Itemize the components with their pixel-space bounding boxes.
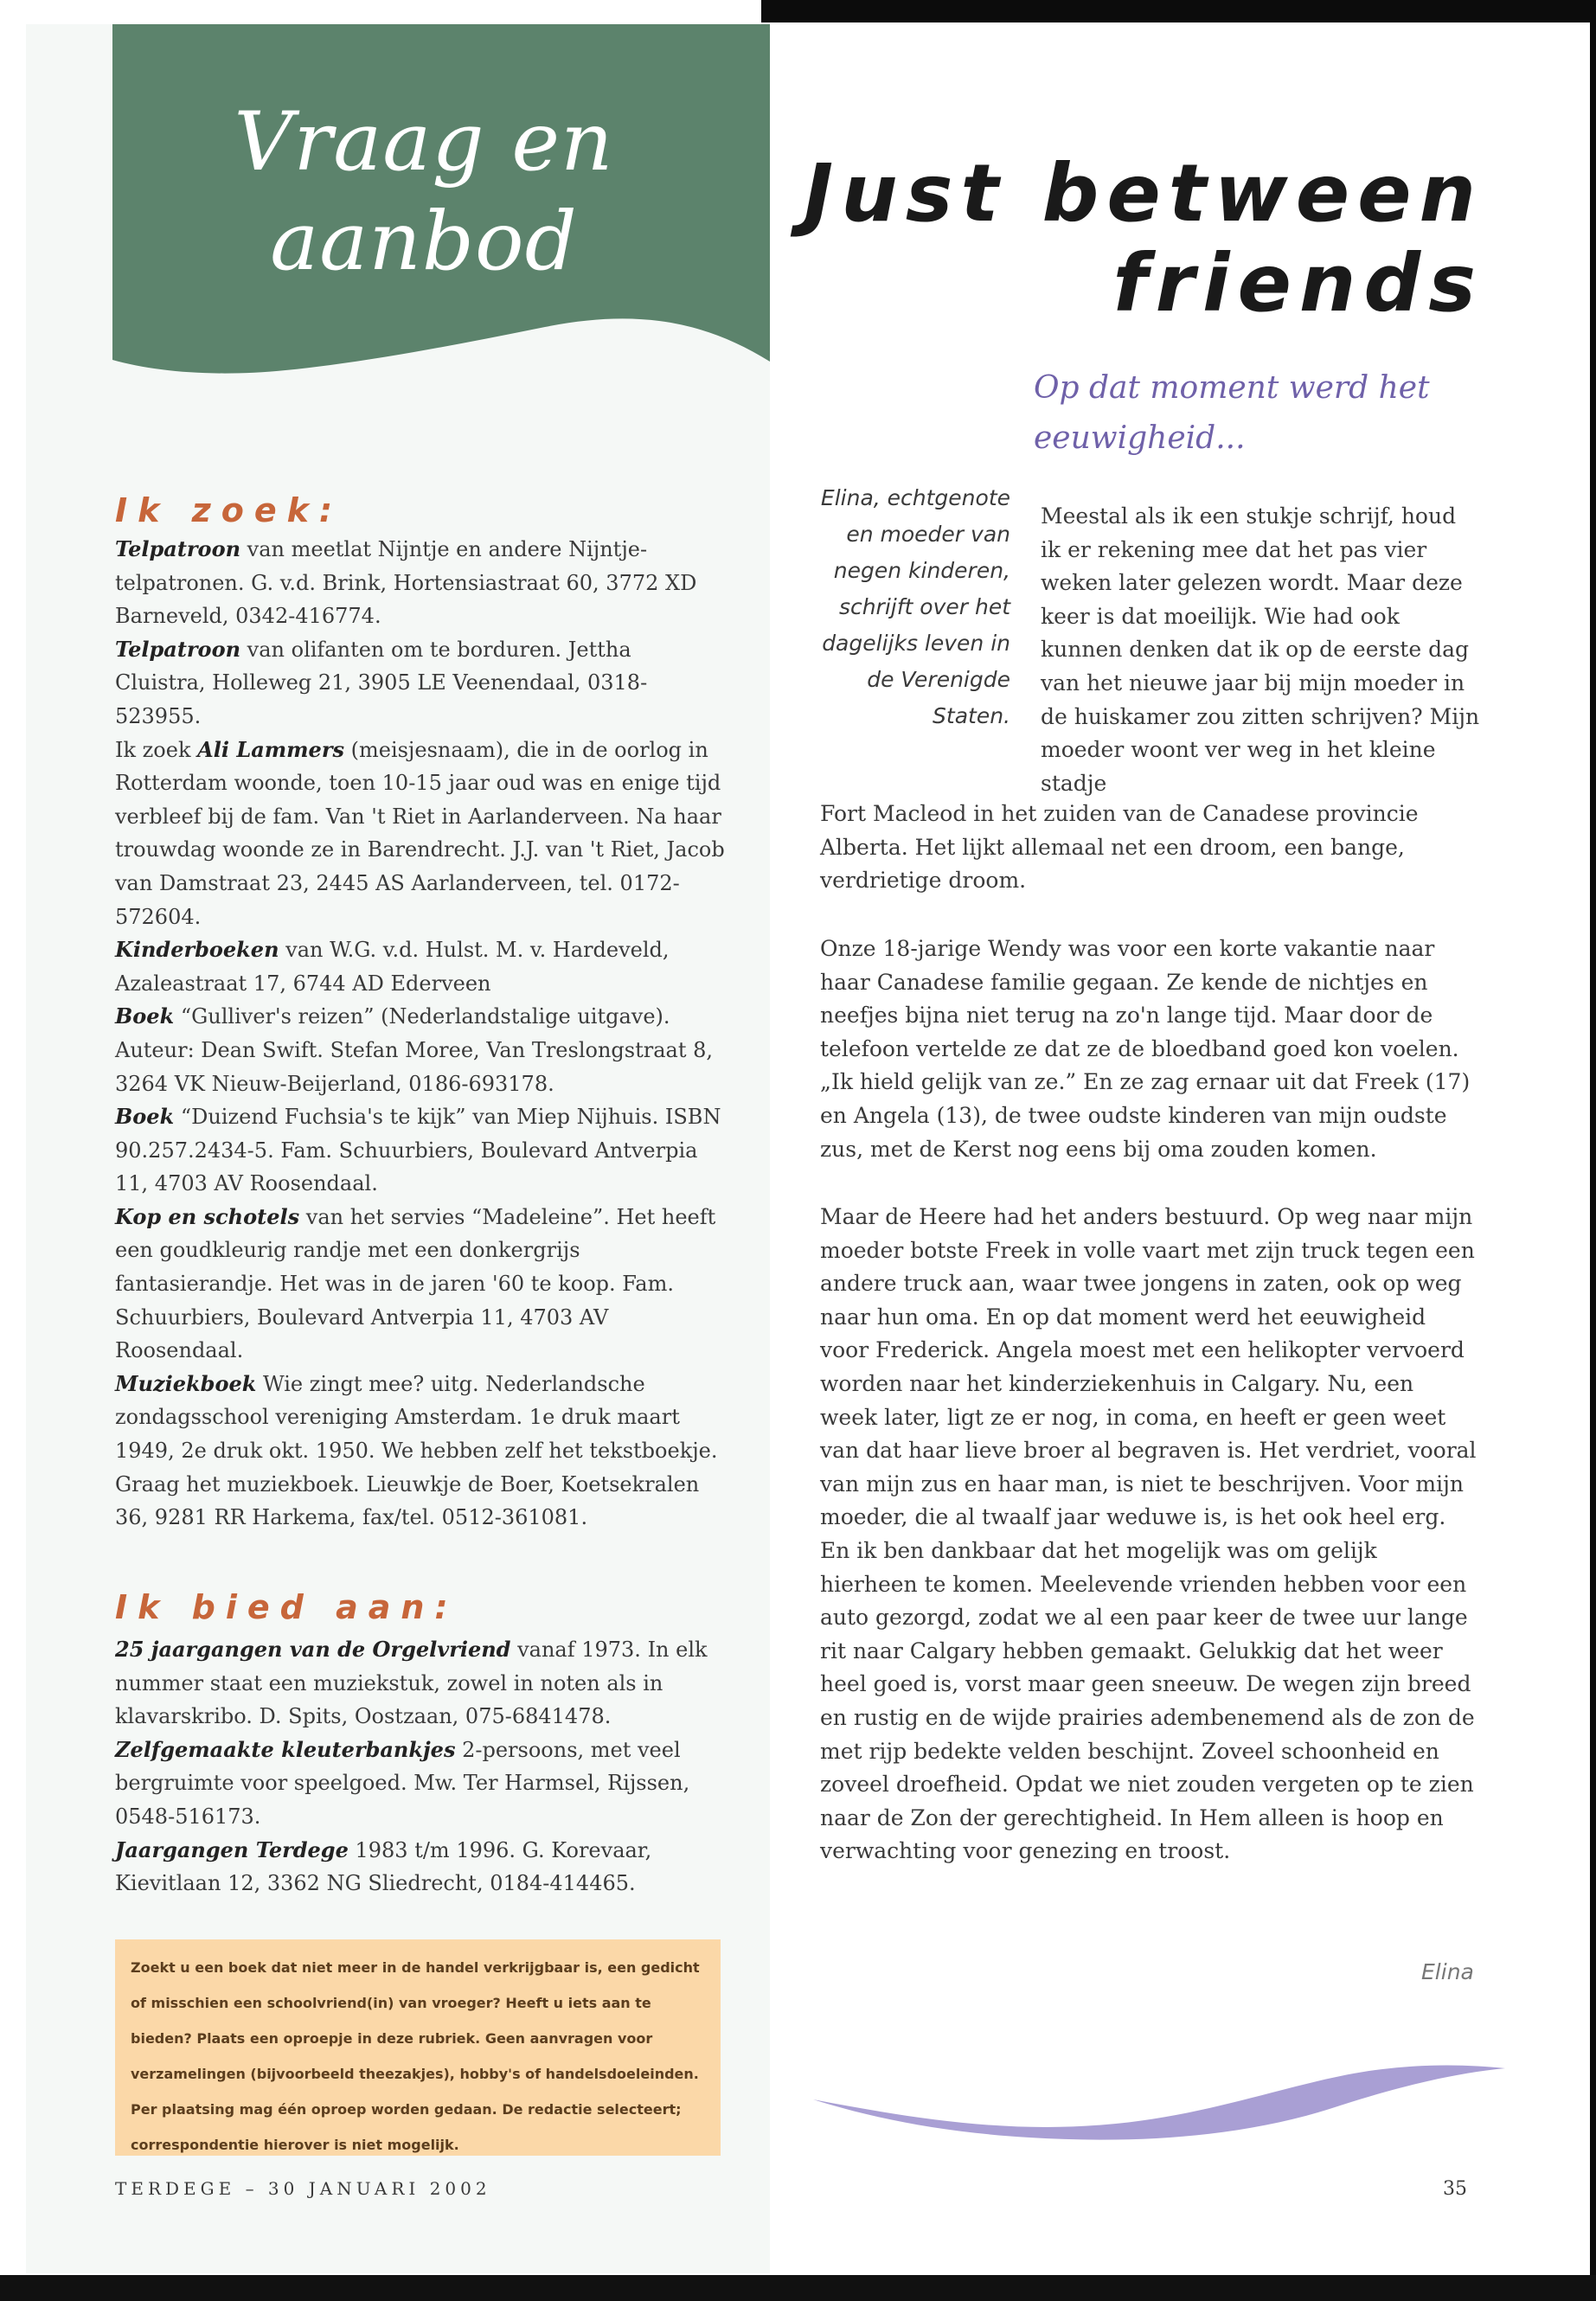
banner-title-line1: Vraag en xyxy=(234,95,614,189)
article-subtitle: Op dat moment werd het eeuwigheid... xyxy=(1034,370,1430,456)
ad-item: Kinderboeken van W.G. v.d. Hulst. M. v. Hardeveld, Azaleastraat 17, 6744 AD Ederveen xyxy=(115,937,670,996)
section-heading-seek: Ik zoek: xyxy=(115,491,343,529)
section-heading-offer: Ik bied aan: xyxy=(115,1588,458,1626)
footer-publication: TERDEGE – 30 JANUARI 2002 xyxy=(115,2178,491,2199)
offer-ads xyxy=(115,1633,725,1900)
article-title-line1: Just between xyxy=(803,147,1484,240)
article-paragraph-1-wide: Fort Macleod in het zuiden van de Canadese provincie Alberta. Het lijkt allemaal net een droom, een bange, verdrietige droom. xyxy=(820,801,1419,894)
author-intro: Elina, echtgenote en moeder van negen kinderen, schrijft over het dagelijks leven in de Verenigde Staten. xyxy=(820,485,1010,728)
decorative-swoosh xyxy=(813,2054,1505,2141)
ad-item: Jaargangen Terdege 1983 t/m 1996. G. Korevaar, Kievitlaan 12, 3362 NG Sliedrecht, 0184-414465. xyxy=(115,1836,652,1896)
ad-item: 25 jaargangen van de Orgelvriend vanaf 1973. In elk nummer staat een muziekstuk, zowel in noten als in klavarskribo. D. Spits, Oostzaan, 075-6841478. xyxy=(115,1637,708,1729)
ad-item: Boek “Gulliver's reizen” (Nederlandstalige uitgave). Auteur: Dean Swift. Stefan Moree, Van Treslongstraat 8, 3264 VK Nieuw-Beijerland, 0186-693178. xyxy=(115,1003,713,1096)
notice-box: Zoekt u een boek dat niet meer in de handel verkrijgbaar is, een gedicht of misschien een schoolvriend(in) van vroeger? Heeft u iets aan te bieden? Plaats een oproepje in deze rubriek. Geen aanvragen voor verzamelingen (bijvoorbeeld theezakjes), hobby's of handelsdoeleinden. Per plaatsing mag één oproep worden gedaan. De redactie selecteert; correspondentie hierover is niet mogelijk. xyxy=(115,1939,721,2156)
page-number: 35 xyxy=(1443,2178,1467,2200)
frame-bottom xyxy=(0,2275,1596,2301)
banner-title-line2: aanbod xyxy=(270,195,578,289)
seek-ads xyxy=(115,533,725,1535)
frame-right xyxy=(1590,0,1596,2301)
ad-item: Telpatroon van meetlat Nijntje en andere Nijntje-telpatronen. G. v.d. Brink, Hortensiastraat 60, 3772 XD Barneveld, 0342-416774. xyxy=(115,536,697,629)
ad-item: Telpatroon van olifanten om te borduren. Jettha Cluistra, Holleweg 21, 3905 LE Veenendaal, 0318-523955. xyxy=(115,636,648,728)
article-paragraph-2: Onze 18-jarige Wendy was voor een korte vakantie naar haar Canadese familie gegaan. Ze kende de nichtjes en neefjes bijna niet terug na zo'n lange tijd. Maar door de telefoon vertelde ze dat ze de bloedband goed kon voelen. „Ik hield gelijk van ze.” En ze zag ernaar uit dat Freek (17) en Angela (13), de twee oudste kinderen van mijn oudste zus, met de Kerst nog eens bij oma zouden komen. xyxy=(820,936,1471,1162)
ad-item: Kop en schotels van het servies “Madeleine”. Het heeft een goudkleurig randje met een donkergrijs fantasierandje. Het was in de jaren '60 te koop. Fam. Schuurbiers, Boulevard Antverpia 11, 4703 AV Roosendaal. xyxy=(115,1203,716,1363)
author-signature: Elina xyxy=(1421,1959,1474,1984)
frame-top xyxy=(761,0,1596,22)
ad-item: Ik zoek Ali Lammers (meisjesnaam), die in de oorlog in Rotterdam woonde, toen 10-15 jaar oud was en enige tijd verbleef bij de fam. Van 't Riet in Aarlanderveen. Na haar trouwdag woonde ze in Barendrecht. J.J. van 't Riet, Jacob van Damstraat 23, 2445 AS Aarlanderveen, tel. 0172-572604. xyxy=(115,736,725,929)
ad-item: Boek “Duizend Fuchsia's te kijk” van Miep Nijhuis. ISBN 90.257.2434-5. Fam. Schuurbiers, Boulevard Antverpia 11, 4703 AV Roosendaal. xyxy=(115,1104,721,1196)
article-paragraph-1-narrow: Meestal als ik een stukje schrijf, houd ik er rekening mee dat het pas vier weken later gelezen wordt. Maar deze keer is dat moeilijk. Wie had ook kunnen denken dat ik op de eerste dag van het nieuwe jaar bij mijn moeder in de huiskamer zou zitten schrijven? Mijn moeder woont ver weg in het kleine stadje xyxy=(1041,503,1480,796)
article-title-line2: friends xyxy=(1112,237,1484,330)
ad-item: Muziekboek Wie zingt mee? uitg. Nederlandsche zondagsschool vereniging Amsterdam. 1e druk maart 1949, 2e druk okt. 1950. We hebben zelf het tekstboekje. Graag het muziekboek. Lieuwkje de Boer, Koetsekralen 36, 9281 RR Harkema, fax/tel. 0512-361081. xyxy=(115,1370,718,1530)
article-paragraph-3: Maar de Heere had het anders bestuurd. Op weg naar mijn moeder botste Freek in volle vaart met zijn truck tegen een andere truck aan, waar twee jongens in zaten, ook op weg naar hun oma. En op dat moment werd het eeuwigheid voor Frederick. Angela moest met een helikopter vervoerd worden naar het kinderziekenhuis in Calgary. Nu, een week later, ligt ze er nog, in coma, en heeft er geen weet van dat haar lieve broer al begraven is. Het verdriet, vooral van mijn zus en haar man, is niet te beschrijven. Voor mijn moeder, die al twaalf jaar weduwe is, is het ook heel erg. En ik ben dankbaar dat het mogelijk was om gelijk hierheen te komen. Meelevende vrienden hebben voor een auto gezorgd, zodat we al een paar keer de twee uur lange rit naar Calgary hebben gemaakt. Gelukkig dat het weer heel goed is, vorst maar geen sneeuw. De wegen zijn breed en rustig en de wijde prairies adembenemend als de zon de met rijp bedekte velden beschijnt. Zoveel schoonheid en zoveel droefheid. Opdat we niet zouden vergeten op te zien naar de Zon der gerechtigheid. In Hem alleen is hoop en verwachting voor genezing en troost. xyxy=(820,1204,1477,1864)
ad-item: Zelfgemaakte kleuterbankjes 2-persoons, met veel bergruimte voor speelgoed. Mw. Ter Harmsel, Rijssen, 0548-516173. xyxy=(115,1736,690,1829)
